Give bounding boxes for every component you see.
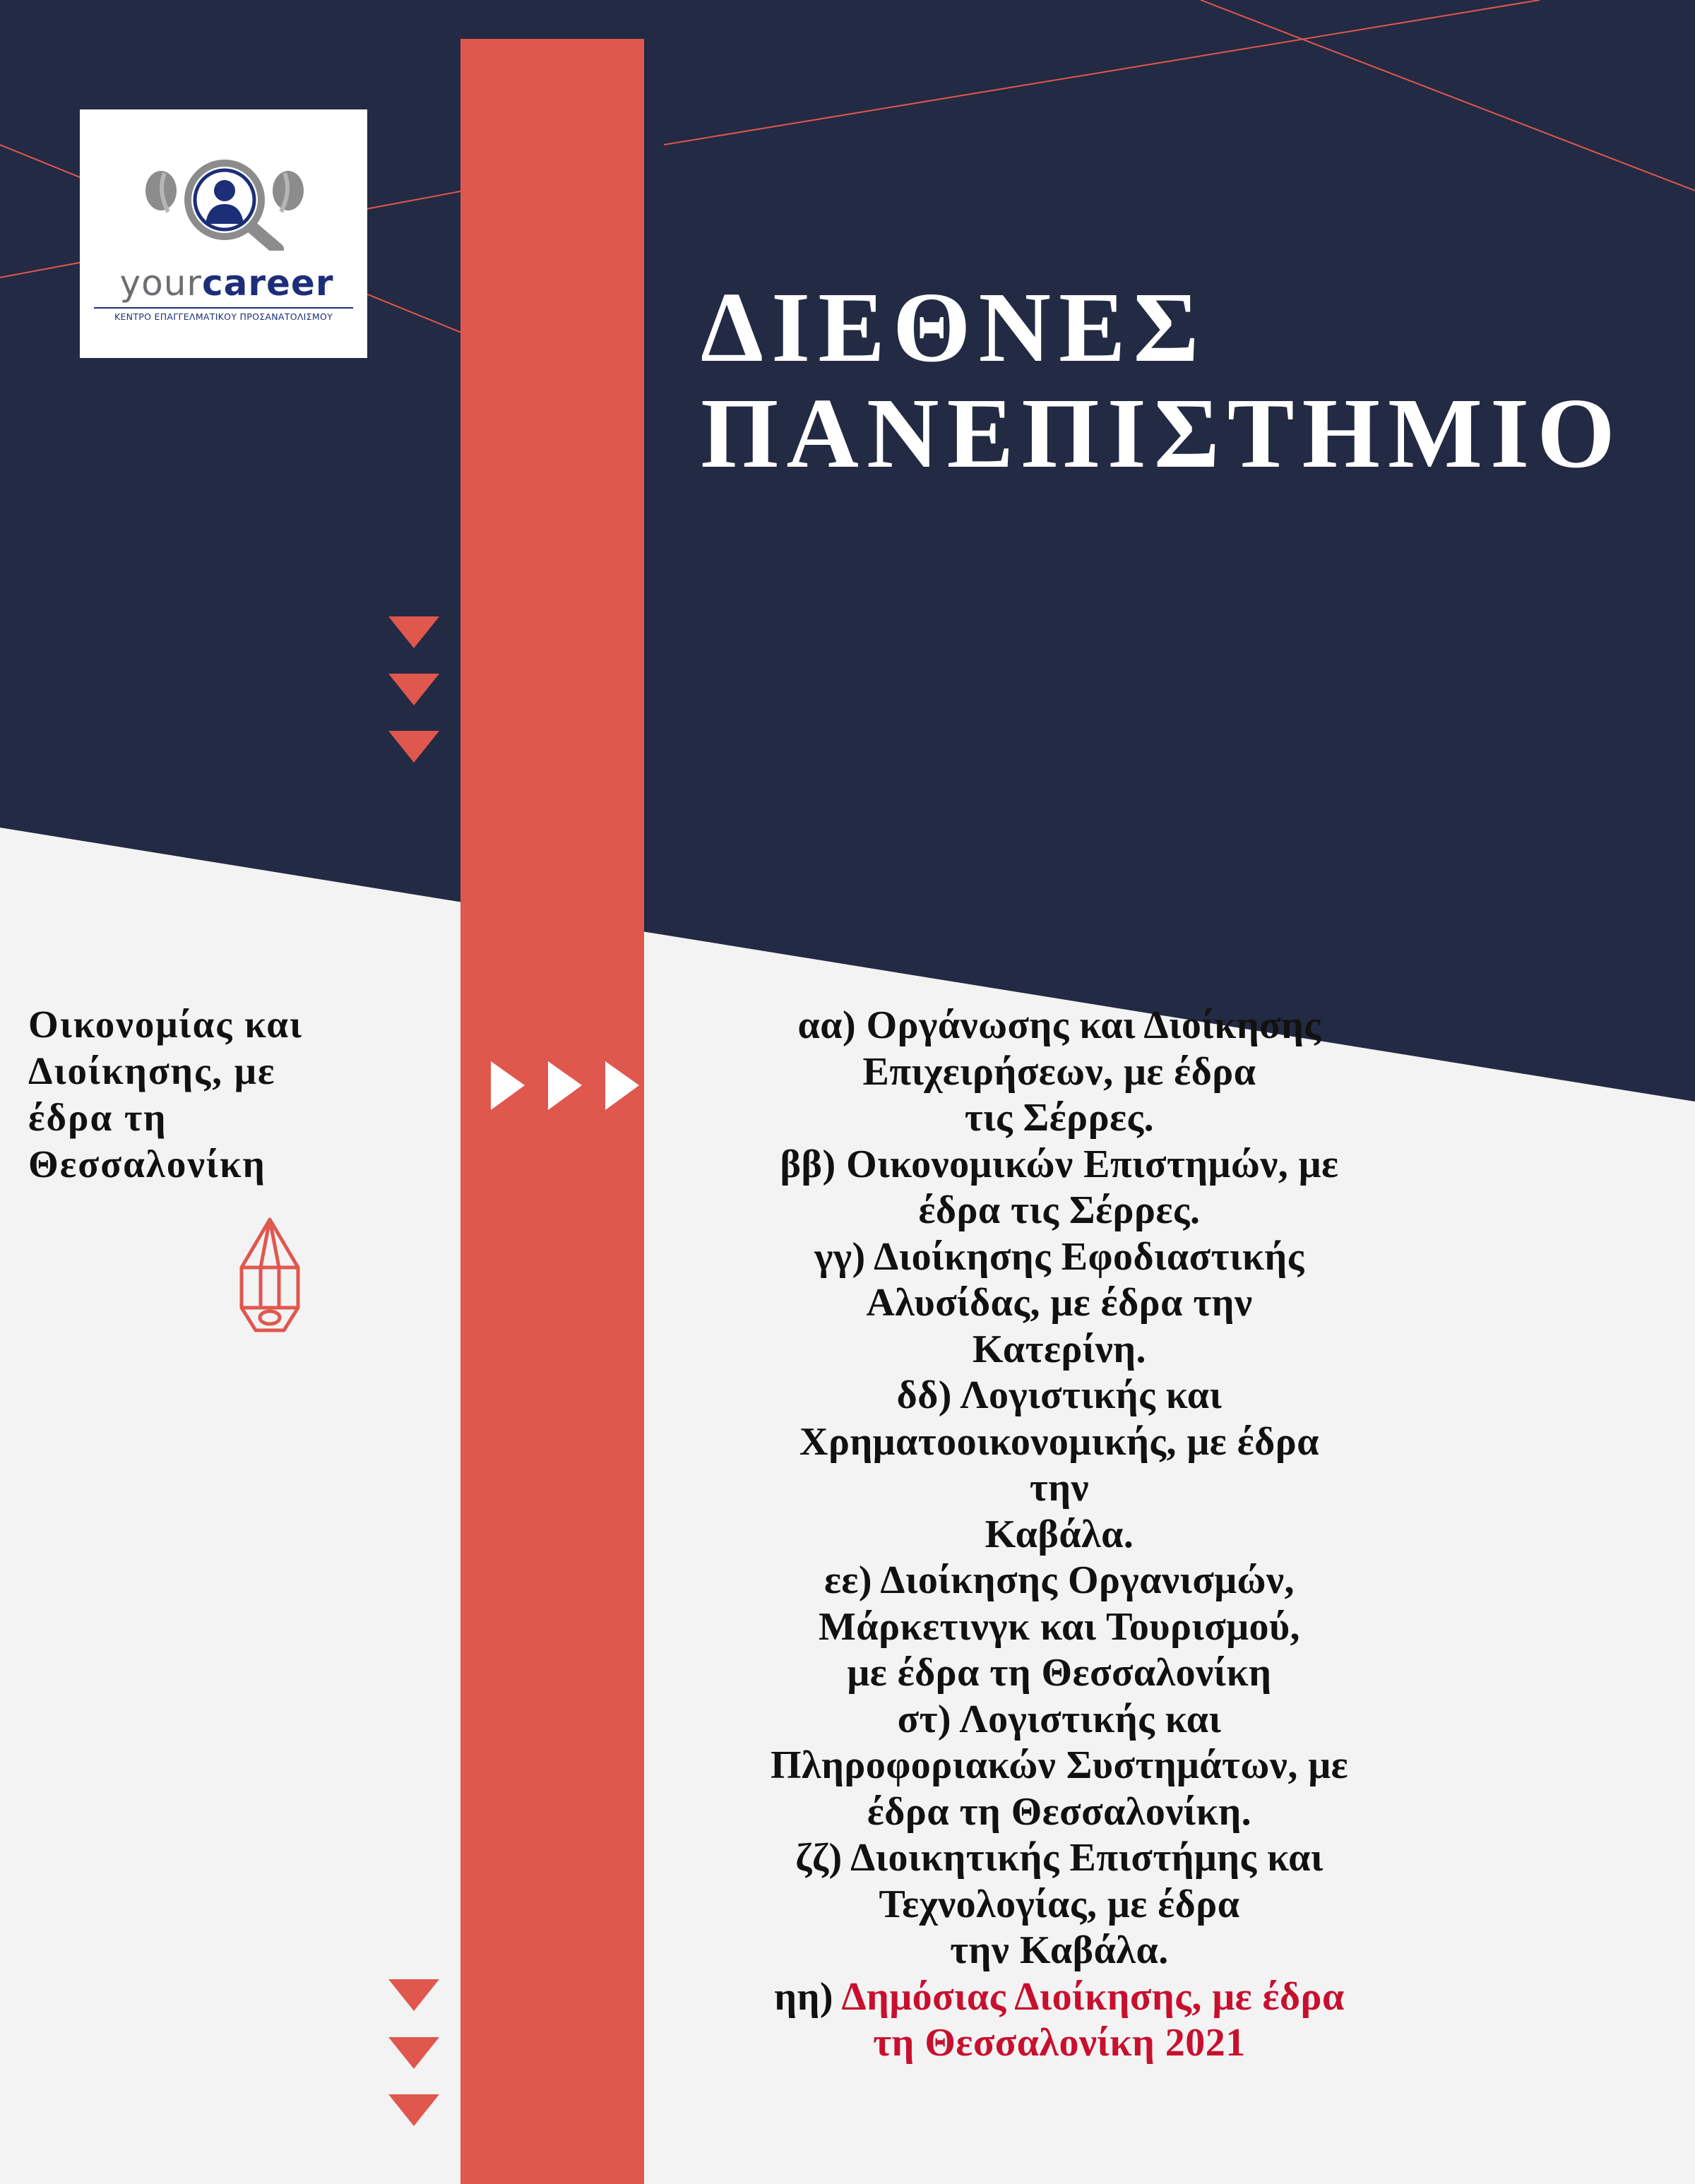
down-arrow-icon [388,1979,439,2011]
department-line: αα) Οργάνωσης και Διοίκησης [797,1003,1321,1047]
department-line: Καβάλα. [985,1512,1134,1556]
last-department-highlight: Δημόσιας Διοίκησης, με έδρα [841,1974,1345,2019]
career-search-icon [143,159,306,251]
brand-part2: career [201,263,334,304]
last-department-highlight-2: τη Θεσσαλονίκη 2021 [873,2021,1246,2065]
department-line: Μάρκετινγκ και Τουρισμού, [818,1604,1301,1649]
school-line: Διοίκησης, με [28,1049,276,1092]
department-line: δδ) Λογιστικής και [896,1373,1223,1417]
brand-tagline: ΚΕΝΤΡΟ ΕΠΑΓΓΕΛΜΑΤΙΚΟΥ ΠΡΟΣΑΝΑΤΟΛΙΣΜΟΥ [114,311,333,322]
department-line: τις Σέρρες. [964,1096,1155,1140]
page-title [701,271,1623,489]
school-name [28,1001,424,1188]
department-line: έδρα τις Σέρρες. [918,1188,1201,1232]
brand-wordmark [93,263,361,303]
department-line: με έδρα τη Θεσσαλονίκη [847,1651,1272,1695]
brand-logo [80,109,367,358]
department-line: την Καβάλα. [950,1928,1169,1972]
down-arrow-icon [388,2037,439,2069]
department-line: Επιχειρήσεων, με έδρα [862,1049,1256,1094]
school-line: Οικονομίας και [28,1003,303,1046]
department-line: Αλυσίδας, με έδρα την [866,1281,1253,1325]
department-line: την [1029,1466,1090,1510]
department-line: Κατερίνη. [972,1327,1147,1371]
department-line: στ) Λογιστικής και [897,1697,1222,1741]
department-line: Πληροφοριακών Συστημάτων, με [771,1743,1348,1787]
pencil-icon [242,1219,298,1330]
department-line: ββ) Οικονομικών Επιστημών, με [780,1142,1339,1186]
title-line-1: ΔΙΕΘΝΕΣ [701,271,1207,383]
department-line: Τεχνολογίας, με έδρα [879,1882,1240,1926]
department-line: εε) Διοίκησης Οργανισμών, [823,1558,1295,1602]
department-line-last [643,1974,1476,2021]
department-line: ζζ) Διοικητικής Επιστήμης και [795,1836,1324,1880]
brand-part1: your [119,263,202,304]
down-arrow-icon [388,2094,439,2126]
department-line: έδρα τη Θεσσαλονίκη. [867,1789,1252,1834]
coral-vertical-bar [460,39,644,2184]
school-line: έδρα τη [28,1096,167,1139]
department-line: Χρηματοοικονομικής, με έδρα [799,1419,1319,1464]
school-line: Θεσσαλονίκη [28,1142,266,1186]
logo-divider [94,307,353,309]
department-line: γγ) Διοίκησης Εφοδιαστικής [814,1234,1304,1279]
departments-list [643,1003,1476,2067]
last-department-prefix: ηη) [774,1974,834,2019]
title-line-2: ΠΑΝΕΠΙΣΤΗΜΙΟ [701,377,1623,489]
